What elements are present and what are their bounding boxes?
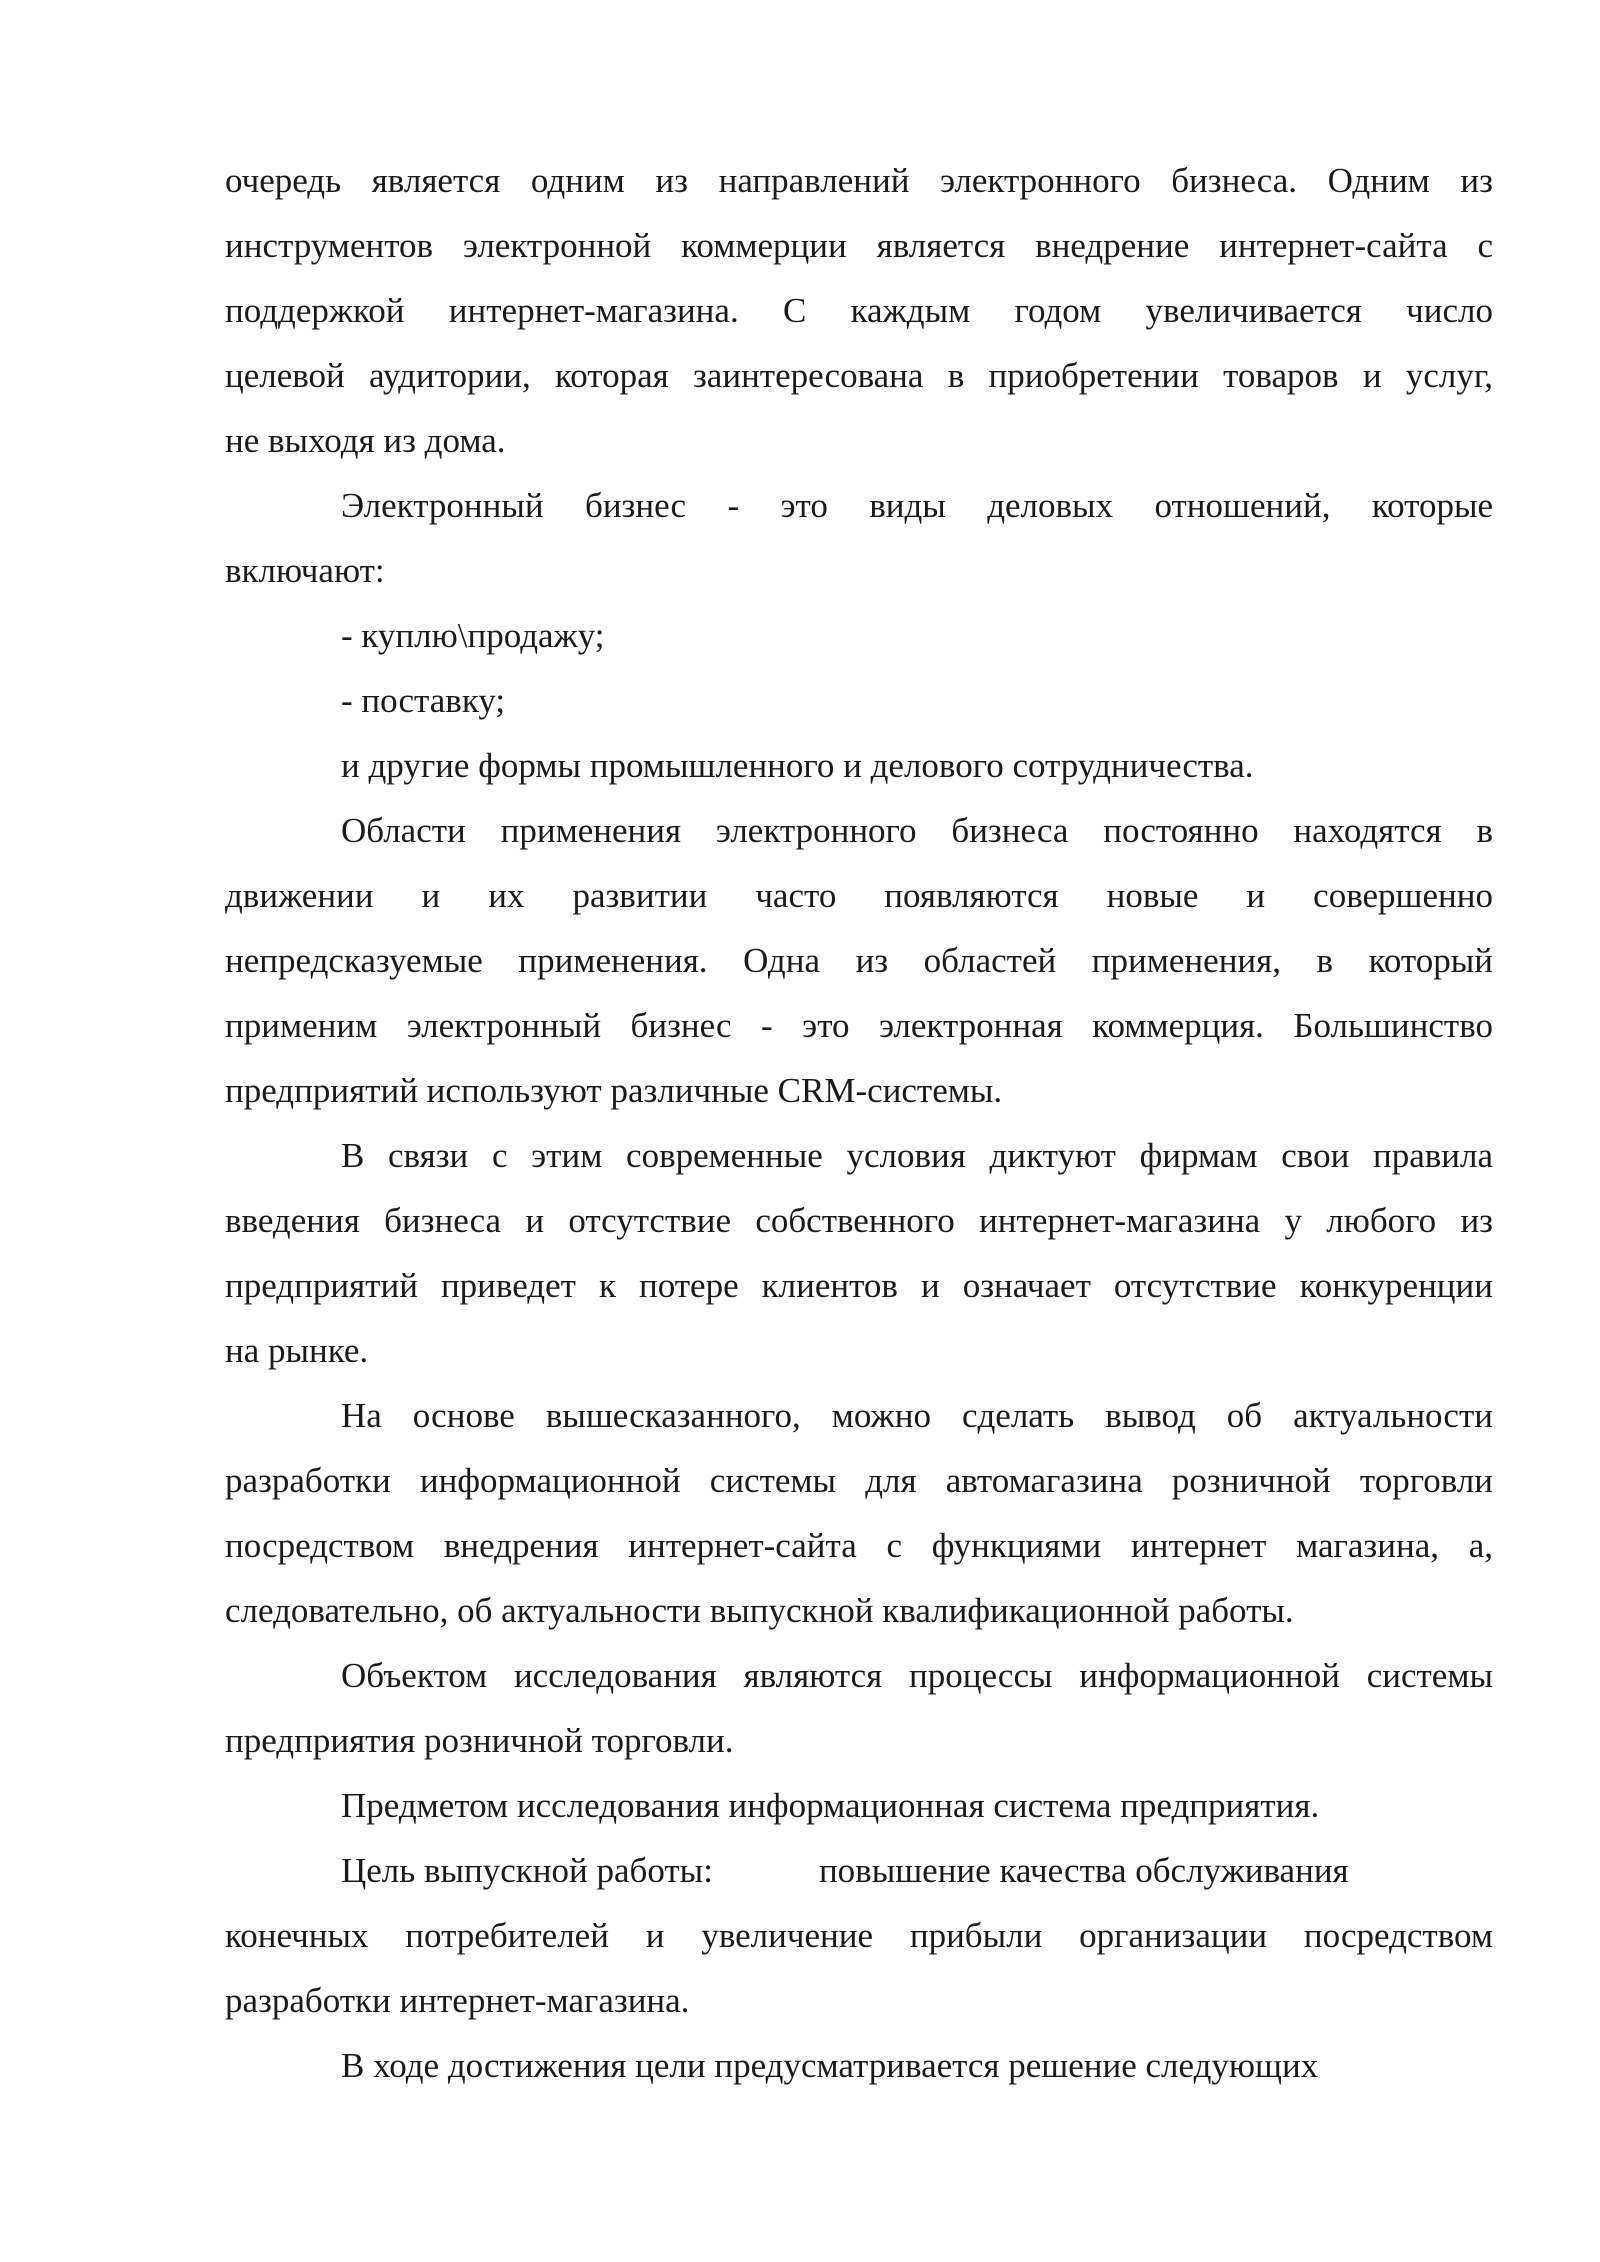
paragraph: [225, 1383, 1493, 1643]
text-line: предприятий приведет к потере клиентов и означает отсутствие конкуренции: [225, 1266, 1493, 1305]
text-line: Объектом исследования являются процессы информационной системы: [341, 1656, 1493, 1695]
list-item: - поставку;: [341, 681, 506, 720]
paragraph: [225, 1643, 1493, 1773]
text-line: инструментов электронной коммерции является внедрение интернет-сайта с: [225, 226, 1493, 265]
text-line: Области применения электронного бизнеса постоянно находятся в: [341, 811, 1493, 850]
text-line: В связи с этим современные условия диктуют фирмам свои правила: [341, 1136, 1493, 1175]
text-line: введения бизнеса и отсутствие собственного интернет-магазина у любого из: [225, 1201, 1493, 1240]
text-line: конечных потребителей и увеличение прибыли организации посредством: [225, 1916, 1493, 1955]
paragraph: [225, 1838, 1493, 2033]
text-line: применим электронный бизнес - это электронная коммерция. Большинство: [225, 1006, 1493, 1045]
text-line: Электронный бизнес - это виды деловых отношений, которые: [341, 486, 1493, 525]
goal-line: [225, 1838, 1493, 1903]
text-line: разработки интернет-магазина.: [225, 1981, 690, 2020]
text-line: поддержкой интернет-магазина. С каждым годом увеличивается число: [225, 291, 1493, 330]
text-line: предприятий используют различные CRM-системы.: [225, 1071, 1003, 1110]
text-line: разработки информационной системы для автомагазина розничной торговли: [225, 1461, 1493, 1500]
goal-label: Цель выпускной работы:: [341, 1851, 713, 1890]
text-line: целевой аудитории, которая заинтересована в приобретении товаров и услуг,: [225, 356, 1493, 395]
text-line: посредством внедрения интернет-сайта с функциями интернет магазина, а,: [225, 1526, 1493, 1565]
text-line: следовательно, об актуальности выпускной квалификационной работы.: [225, 1591, 1294, 1630]
text-line: На основе вышесказанного, можно сделать вывод об актуальности: [341, 1396, 1493, 1435]
paragraph: [225, 798, 1493, 1123]
text-line: включают:: [225, 551, 385, 590]
text-line: движении и их развитии часто появляются новые и совершенно: [225, 876, 1493, 915]
text-line: на рынке.: [225, 1331, 369, 1370]
paragraph: [225, 148, 1493, 473]
text-line: непредсказуемые применения. Одна из областей применения, в который: [225, 941, 1493, 980]
paragraph: [225, 1123, 1493, 1383]
text-line: В ходе достижения цели предусматривается решение следующих: [341, 2046, 1319, 2085]
text-line: и другие формы промышленного и делового сотрудничества.: [341, 746, 1254, 785]
list-item: - куплю\продажу;: [341, 616, 605, 655]
document-page: [225, 148, 1493, 2098]
text-line: предприятия розничной торговли.: [225, 1721, 734, 1760]
text-line: не выходя из дома.: [225, 421, 506, 460]
text-line: очередь является одним из направлений электронного бизнеса. Одним из: [225, 161, 1493, 200]
goal-value: повышение качества обслуживания: [818, 1851, 1349, 1890]
paragraph: [225, 473, 1493, 603]
text-line: Предметом исследования информационная система предприятия.: [341, 1786, 1320, 1825]
